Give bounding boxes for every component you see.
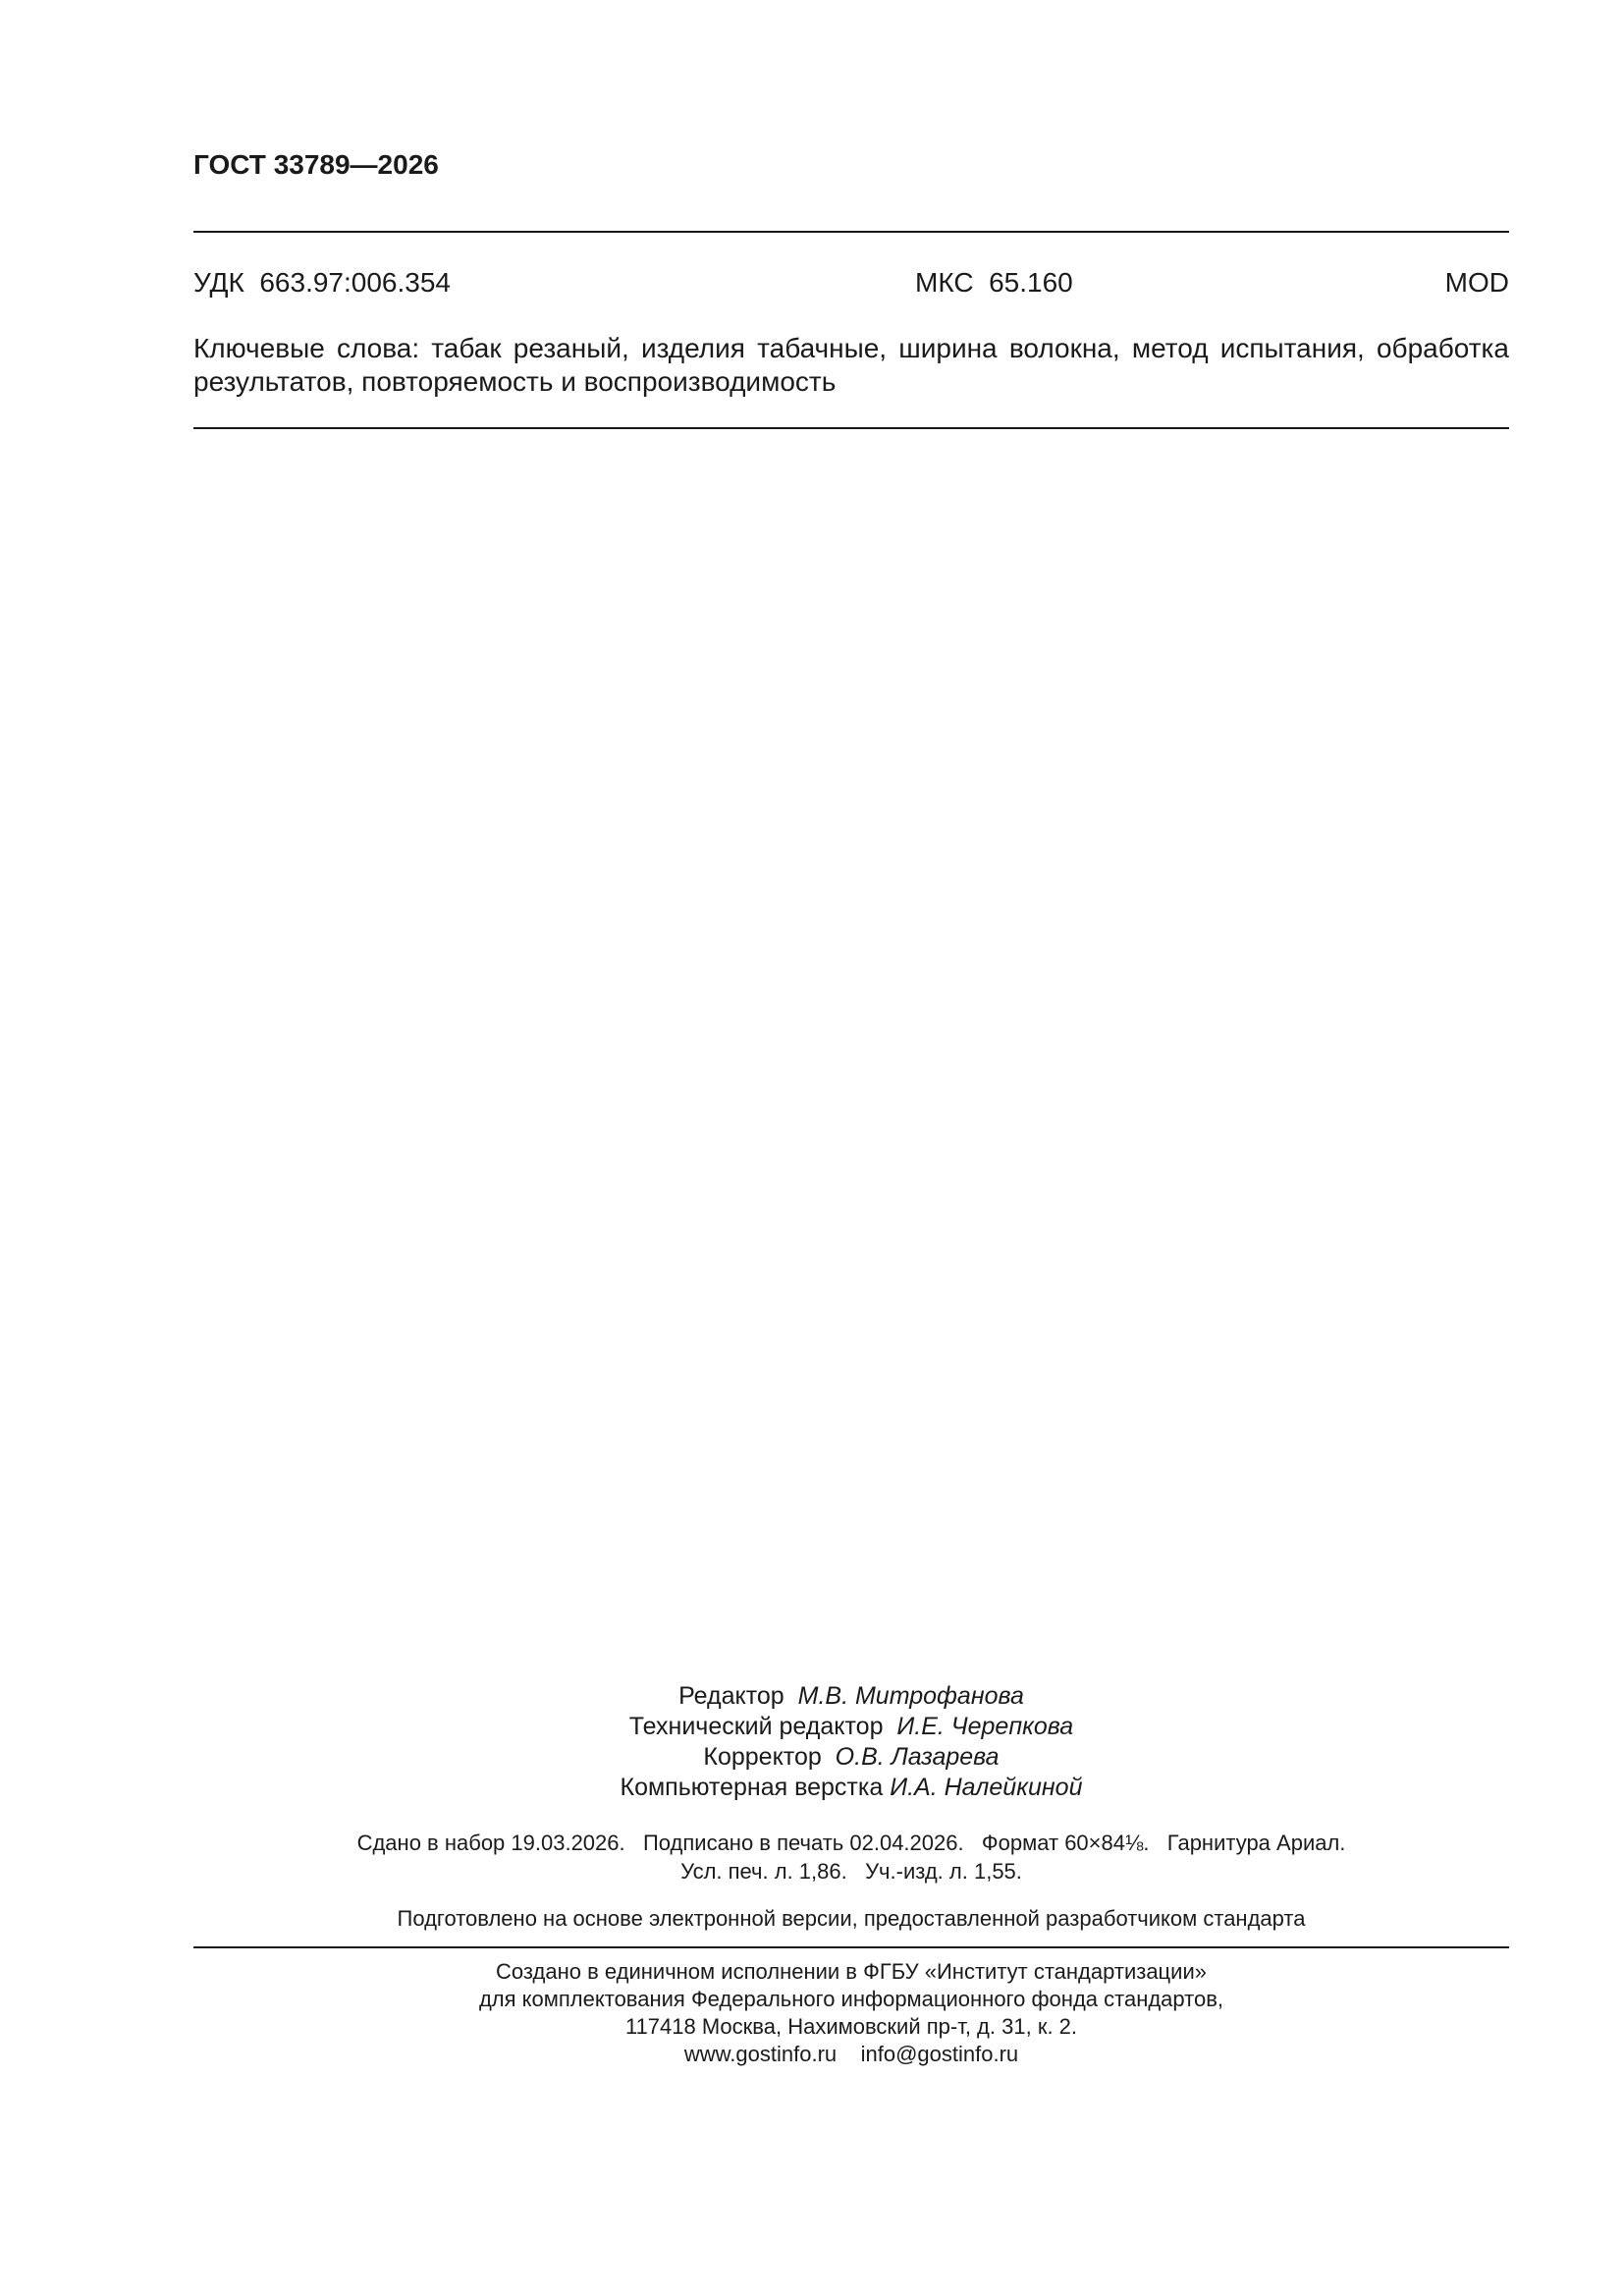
print-details-line-1: Сдано в набор 19.03.2026. Подписано в печать 02.04.2026. Формат 60×84⅛. Гарнитура Ариал. [356,1831,1346,1855]
keywords-paragraph: Ключевые слова: табак резаный, изделия табачные, ширина волокна, метод испытания, обработка результатов, повторяемость и воспроизводимость [193,333,1509,397]
publisher-line-1: Создано в единичном исполнении в ФГБУ «Институт стандартизации» [496,1959,1207,1984]
tech-editor-name: И.Е. Черепкова [896,1713,1074,1740]
top-divider [193,231,1509,233]
publisher-info [193,1958,1509,2068]
layout-credit: Компьютерная верстка И.А. Налейкиной [620,1774,1083,1801]
mks-code: МКС 65.160 [915,267,1073,298]
document-code: ГОСТ 33789—2026 [193,149,439,180]
editor-credit: Редактор М.В. Митрофанова [678,1682,1024,1710]
print-details-line-2: Усл. печ. л. 1,86. Уч.-изд. л. 1,55. [680,1859,1022,1884]
keywords-divider [193,427,1509,429]
publisher-contacts: www.gostinfo.ru info@gostinfo.ru [683,2042,1019,2066]
print-details [193,1829,1509,1886]
udk-code: УДК 663.97:006.354 [193,267,451,298]
prepared-note: Подготовлено на основе электронной версии, предоставленной разработчиком стандарта [397,1906,1306,1931]
publisher-address: 117418 Москва, Нахимовский пр-т, д. 31, к. 2. [624,2014,1078,2039]
editorial-credits [193,1681,1509,1803]
editor-name: М.В. Митрофанова [797,1682,1024,1710]
tech-editor-credit: Технический редактор И.Е. Черепкова [628,1713,1074,1740]
publisher-line-2: для комплектования Федерального информационного фонда стандартов, [478,1987,1224,2011]
publisher-divider [193,1946,1509,1948]
mod-label: MOD [1444,267,1509,298]
proofreader-credit: Корректор О.В. Лазарева [703,1743,1000,1771]
proofreader-name: О.В. Лазарева [835,1743,1000,1771]
layout-name: И.А. Налейкиной [890,1774,1083,1801]
classification-row [193,265,1509,301]
